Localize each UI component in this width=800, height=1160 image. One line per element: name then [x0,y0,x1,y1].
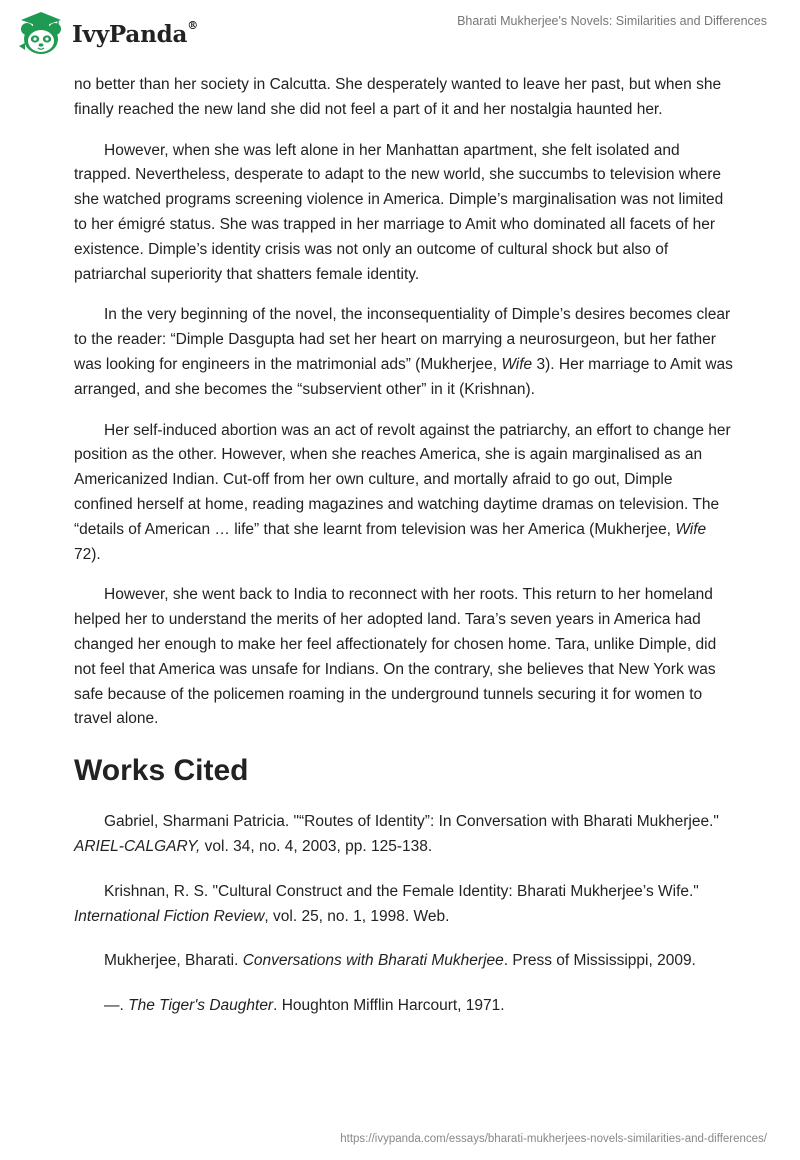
ivypanda-logo[interactable] [16,10,198,58]
citation-gabriel: Gabriel, Sharmani Patricia. "“Routes of Identity”: In Conversation with Bharati Mukherjee." ARIEL-CALGARY, vol. 34, no. 4, 2003, pp. 125-138. [74,813,719,855]
work-title: Wife [675,520,707,538]
brand-name: IvyPanda® [72,18,198,48]
paragraph-1: no better than her society in Calcutta. She desperately wanted to leave her past, but when she finally reached the new land she did not feel a part of it and her nostalgia haunted her. [74,76,722,118]
document-title: Bharati Mukherjee's Novels: Similarities and Differences [457,14,767,28]
paragraph-4: Her self-induced abortion was an act of revolt against the patriarchy, an effort to change her position as the other. However, when she reaches America, she is again marginalised as an Americanized Indian. Cut-off from her own culture, and mortally afraid to go out, Dimple confined herself at home, reading magazines and watching daytime dramas on television. The “details of American … life” that she learnt from television was her America (Mukherjee, Wife 72). [74,421,731,563]
paragraph-2: However, when she was left alone in her Manhattan apartment, she felt isolated and trapped. Nevertheless, desperate to adapt to the new world, she succumbs to television where she watched programs screening violence in America. Dimple’s marginalisation was not limited to her émigré status. She was trapped in her marriage to Amit who dominated all facets of her existence. Dimple’s identity crisis was not only an outcome of cultural shock but also of patriarchal superiority that shatters female identity. [74,141,724,283]
registered-mark: ® [187,18,198,32]
essay-content [74,73,734,1039]
citation-mukherjee-conversations: Mukherjee, Bharati. Conversations with Bharati Mukherjee. Press of Mississippi, 2009. [104,952,696,970]
panda-graduate-icon [16,10,66,58]
citation-krishnan: Krishnan, R. S. "Cultural Construct and the Female Identity: Bharati Mukherjee’s Wife." International Fiction Review, vol. 25, no. 1, 1998. Web. [74,882,699,925]
works-cited-heading: Works Cited [74,754,249,788]
page-header [0,0,800,70]
paragraph-5: However, she went back to India to reconnect with her roots. This return to her homeland helped her to understand the merits of her adopted land. Tara’s seven years in America had changed her enough to make her feel affectionately for chosen home. Tara, unlike Dimple, did not feel that America was unsafe for Indians. On the contrary, she believes that New York was safe because of the policemen roaming in the underground tunnels securing it for women to travel alone. [74,586,717,728]
citation-mukherjee-tigers-daughter: —. The Tiger's Daughter. Houghton Mifflin Harcourt, 1971. [104,997,505,1015]
paragraph-3: In the very beginning of the novel, the inconsequentiality of Dimple’s desires becomes clear to the reader: “Dimple Dasgupta had set her heart on marrying a neurosurgeon, but her father was looking for engineers in the matrimonial ads” (Mukherjee, Wife 3). Her marriage to Amit was arranged, and she becomes the “subservient other” in it (Krishnan). [74,306,733,398]
source-url-link[interactable]: https://ivypanda.com/essays/bharati-mukherjees-novels-similarities-and-differences/ [340,1133,767,1145]
work-title: Wife [501,355,533,373]
